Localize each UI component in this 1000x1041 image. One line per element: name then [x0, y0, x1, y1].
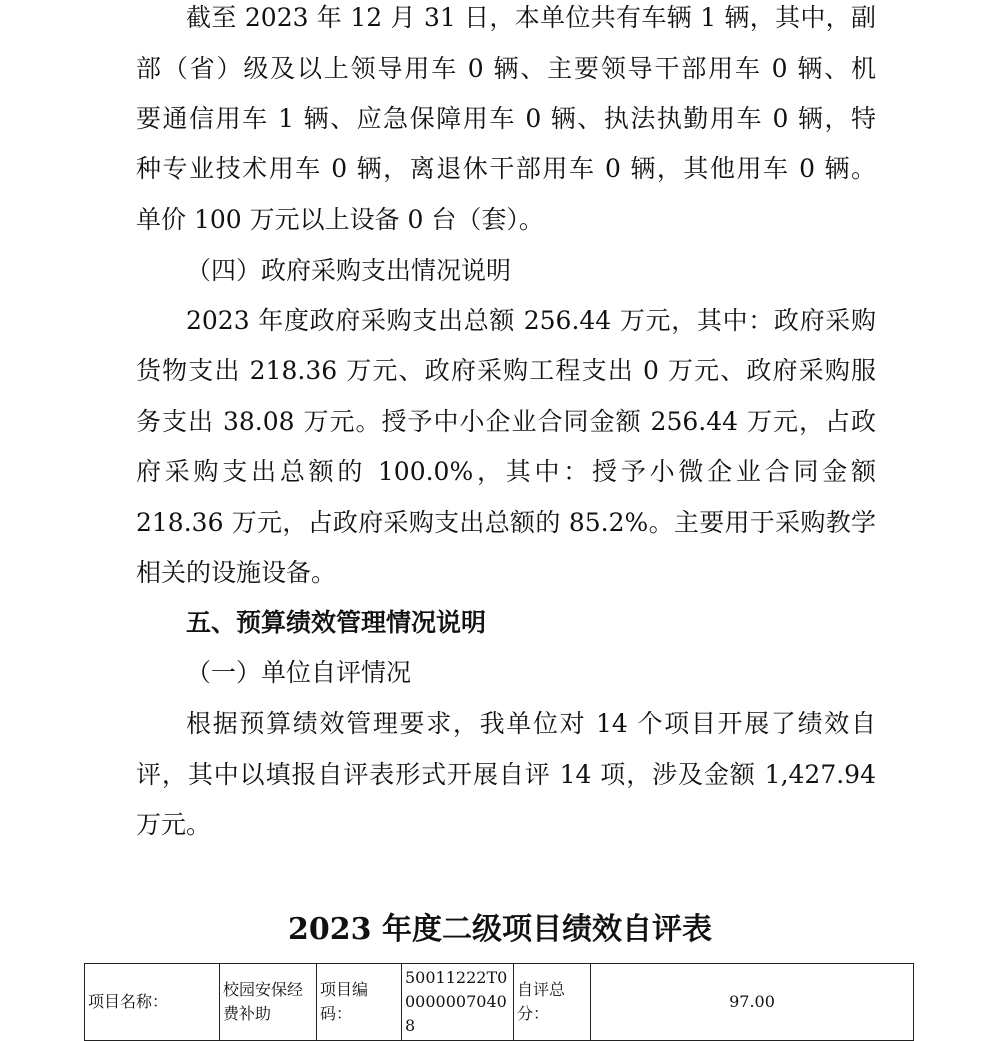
paragraph-line: 种专业技术用车 0 辆，离退休干部用车 0 辆，其他用车 0 辆。 — [136, 154, 876, 183]
paragraph-line: 部（省）级及以上领导用车 0 辆、主要领导干部用车 0 辆、机 — [136, 54, 876, 83]
project-name-label: 项目名称： — [85, 964, 220, 1041]
paragraph-line: 单价 100 万元以上设备 0 台（套）。 — [136, 205, 544, 234]
paragraph-line: 相关的设施设备。 — [136, 558, 337, 587]
paragraph-line: 务支出 38.08 万元。授予中小企业合同金额 256.44 万元，占政 — [136, 407, 876, 436]
table-title: 2023 年度二级项目绩效自评表 — [288, 912, 712, 947]
paragraph-line: 要通信用车 1 辆、应急保障用车 0 辆、执法执勤用车 0 辆，特 — [136, 104, 876, 133]
paragraph-line: 218.36 万元，占政府采购支出总额的 85.2%。主要用于采购教学 — [136, 508, 876, 537]
score-label: 自评总分： — [514, 964, 591, 1041]
subsection-heading: （一）单位自评情况 — [186, 658, 412, 687]
score-value: 97.00 — [591, 964, 914, 1041]
project-name-value: 校园安保经费补助 — [220, 964, 317, 1041]
project-code-label: 项目编码： — [317, 964, 402, 1041]
paragraph-line: 货物支出 218.36 万元、政府采购工程支出 0 万元、政府采购服 — [136, 356, 876, 385]
procurement-heading: （四）政府采购支出情况说明 — [186, 256, 512, 285]
paragraph-line: 万元。 — [136, 810, 212, 839]
paragraph-line: 2023 年度政府采购支出总额 256.44 万元，其中：政府采购 — [186, 306, 876, 335]
paragraph-line: 截至 2023 年 12 月 31 日，本单位共有车辆 1 辆，其中，副 — [186, 3, 876, 32]
project-code-value: 50011222T000000070408 — [402, 964, 514, 1041]
paragraph-line: 根据预算绩效管理要求，我单位对 14 个项目开展了绩效自 — [186, 709, 876, 738]
section-heading: 五、预算绩效管理情况说明 — [186, 608, 487, 637]
self-evaluation-table — [84, 963, 914, 1041]
paragraph-line: 评，其中以填报自评表形式开展自评 14 项，涉及金额 1,427.94 — [136, 760, 876, 789]
paragraph-line: 府采购支出总额的 100.0%，其中：授予小微企业合同金额 — [136, 457, 876, 486]
table-row — [85, 964, 914, 1041]
